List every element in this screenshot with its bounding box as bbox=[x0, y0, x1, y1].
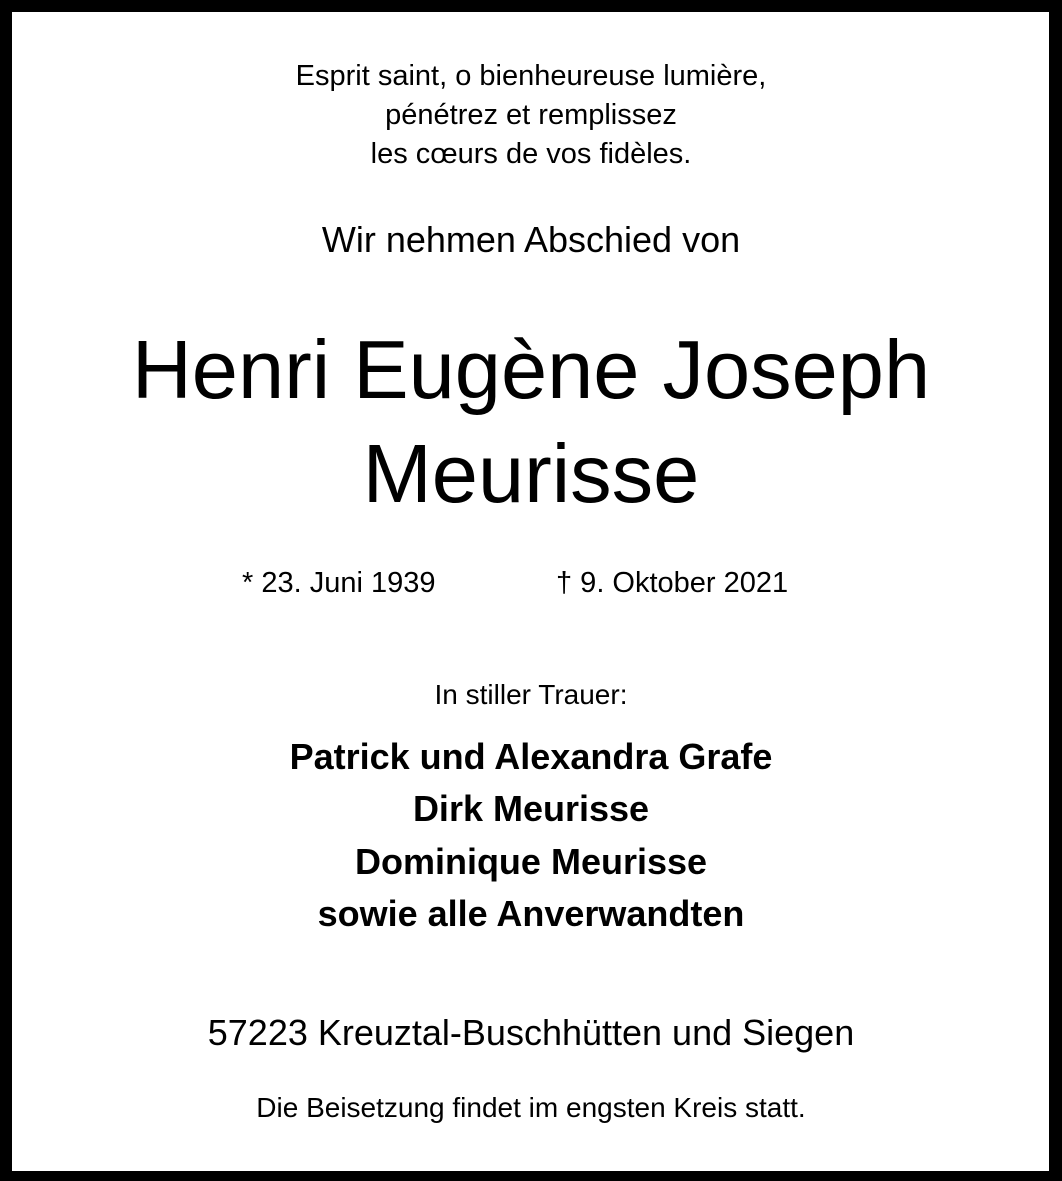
mourning-label: In stiller Trauer: bbox=[434, 679, 628, 710]
death-date: † 9. Oktober 2021 bbox=[556, 567, 789, 599]
deceased-name-line-2: Meurisse bbox=[362, 427, 700, 520]
verse-line-2: pénétrez et remplissez bbox=[385, 99, 677, 131]
place-line: 57223 Kreuztal-Buschhütten und Siegen bbox=[207, 1012, 855, 1053]
mourner-line-4: sowie alle Anverwandten bbox=[317, 893, 745, 934]
verse-line-1: Esprit saint, o bienheureuse lumière, bbox=[295, 60, 767, 92]
birth-date: * 23. Juni 1939 bbox=[242, 567, 436, 599]
deceased-name-line-1: Henri Eugène Joseph bbox=[131, 323, 931, 416]
verse-line-3: les cœurs de vos fidèles. bbox=[370, 138, 692, 170]
mourner-line-2: Dirk Meurisse bbox=[412, 788, 650, 829]
mourner-line-3: Dominique Meurisse bbox=[354, 841, 708, 882]
mourner-line-1: Patrick und Alexandra Grafe bbox=[289, 736, 773, 777]
farewell-intro: Wir nehmen Abschied von bbox=[321, 219, 741, 260]
funeral-note: Die Beisetzung findet im engsten Kreis statt. bbox=[256, 1092, 806, 1123]
